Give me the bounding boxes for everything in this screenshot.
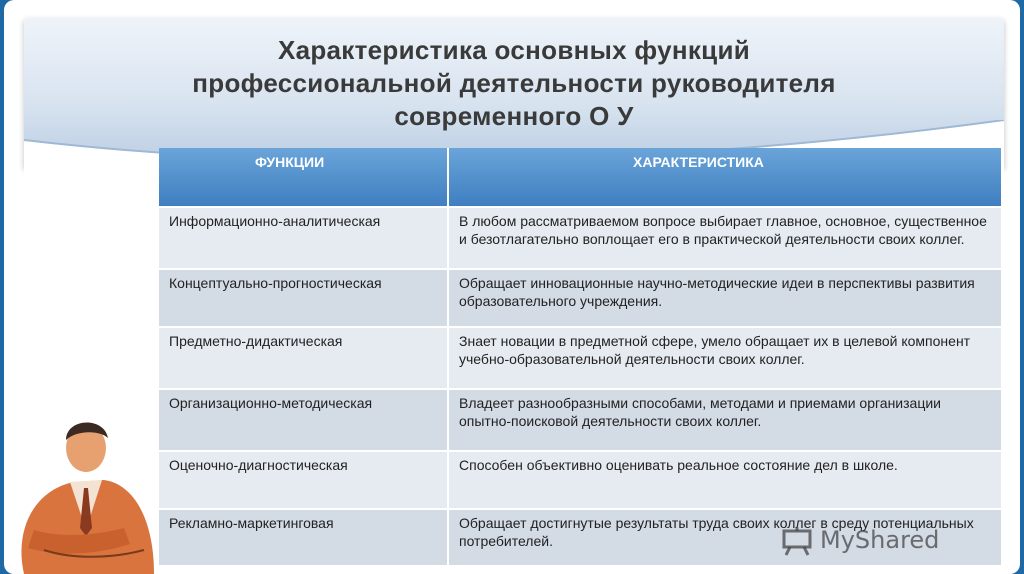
watermark xyxy=(780,520,990,560)
header-characteristics: ХАРАКТЕРИСТИКА xyxy=(448,148,1001,207)
title-line-1: Характеристика основных функций xyxy=(277,35,751,65)
function-cell: Оценочно-диагностическая xyxy=(159,451,448,509)
title-line-2: профессиональной деятельности руководителя xyxy=(192,68,836,98)
header-functions: ФУНКЦИИ xyxy=(159,148,448,207)
table-header-row xyxy=(159,148,1001,207)
function-cell: Предметно-дидактическая xyxy=(159,327,448,389)
table-row xyxy=(159,269,1001,327)
manager-illustration xyxy=(4,410,154,574)
function-cell: Организационно-методическая xyxy=(159,389,448,451)
table-row xyxy=(159,451,1001,509)
description-cell: Способен объективно оценивать реальное состояние дел в школе. xyxy=(448,451,1001,509)
myshared-logo-icon xyxy=(780,523,814,557)
description-cell: В любом рассматриваемом вопросе выбирает главное, основное, существенное и безотлагательно воплощает его в практической деятельности своих коллег. xyxy=(448,207,1001,269)
description-cell: Обращает инновационные научно-методические идеи в перспективы развития образовательного учреждения. xyxy=(448,269,1001,327)
table-row xyxy=(159,327,1001,389)
function-cell: Концептуально-прогностическая xyxy=(159,269,448,327)
page-title xyxy=(64,34,964,133)
description-cell: Владеет разнообразными способами, методами и приемами организации опытно-поисковой деятельности своих коллег. xyxy=(448,389,1001,451)
table-row xyxy=(159,207,1001,269)
watermark-text: MyShared xyxy=(820,526,940,554)
description-cell: Обращает достигнутые результаты труда своих коллег в среду потенциальных потребителей. xyxy=(448,509,1001,565)
function-cell: Рекламно-маркетинговая xyxy=(159,509,448,565)
title-line-3: современного О У xyxy=(394,101,634,131)
description-cell: Знает новации в предметной сфере, умело обращает их в целевой компонент учебно-образовательной деятельности своих коллег. xyxy=(448,327,1001,389)
table-row xyxy=(159,389,1001,451)
function-cell: Информационно-аналитическая xyxy=(159,207,448,269)
slide xyxy=(4,0,1020,574)
functions-table xyxy=(159,148,1001,565)
